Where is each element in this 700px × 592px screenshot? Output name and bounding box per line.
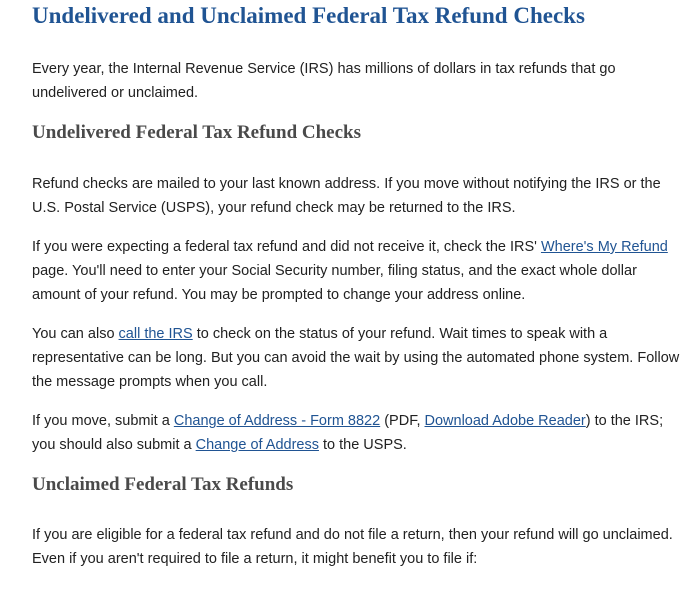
text-segment: to the USPS. bbox=[318, 437, 407, 453]
usps-change-of-address-link[interactable]: Change of Address bbox=[195, 437, 319, 453]
paragraph-call-irs bbox=[32, 322, 682, 394]
paragraph-change-of-address bbox=[32, 409, 682, 457]
form-8822-link[interactable]: Change of Address - Form 8822 bbox=[173, 413, 381, 429]
download-adobe-reader-link[interactable]: Download Adobe Reader bbox=[424, 413, 586, 429]
paragraph-refund-mailed: Refund checks are mailed to your last known address. If you move without notifying the IRS or the U.S. Postal Service (USPS), your refund check may be returned to the IRS. bbox=[32, 176, 661, 216]
heading-undelivered-checks: Undelivered Federal Tax Refund Checks bbox=[32, 122, 362, 143]
paragraph-wheres-my-refund bbox=[32, 235, 682, 307]
page-title: Undelivered and Unclaimed Federal Tax Refund Checks bbox=[32, 3, 585, 28]
paragraph-unclaimed-refund: If you are eligible for a federal tax refund and do not file a return, then your refund will go unclaimed. Even if you aren't required to file a return, it might benefit you to file if: bbox=[32, 527, 673, 567]
text-segment: You can also bbox=[32, 326, 119, 342]
heading-unclaimed-refunds: Unclaimed Federal Tax Refunds bbox=[32, 474, 294, 495]
wheres-my-refund-link[interactable]: Where's My Refund bbox=[540, 239, 668, 255]
intro-paragraph: Every year, the Internal Revenue Service (IRS) has millions of dollars in tax refunds that go undelivered or unclaimed. bbox=[32, 61, 616, 101]
call-the-irs-link[interactable]: call the IRS bbox=[118, 326, 193, 342]
text-segment: to check on the status of your refund. Wait times to speak with a representative can be long. But you can avoid the wait by using the automated phone system. Follow the message prompts when you call. bbox=[32, 326, 680, 390]
text-segment: ) to the IRS; you should also submit a bbox=[32, 413, 664, 453]
text-segment: (PDF, bbox=[380, 413, 425, 429]
text-segment: If you were expecting a federal tax refund and did not receive it, check the IRS' bbox=[32, 239, 541, 255]
text-segment: page. You'll need to enter your Social Security number, filing status, and the exact whole dollar amount of your refund. You may be prompted to change your address online. bbox=[32, 263, 637, 303]
text-segment: If you move, submit a bbox=[32, 413, 174, 429]
